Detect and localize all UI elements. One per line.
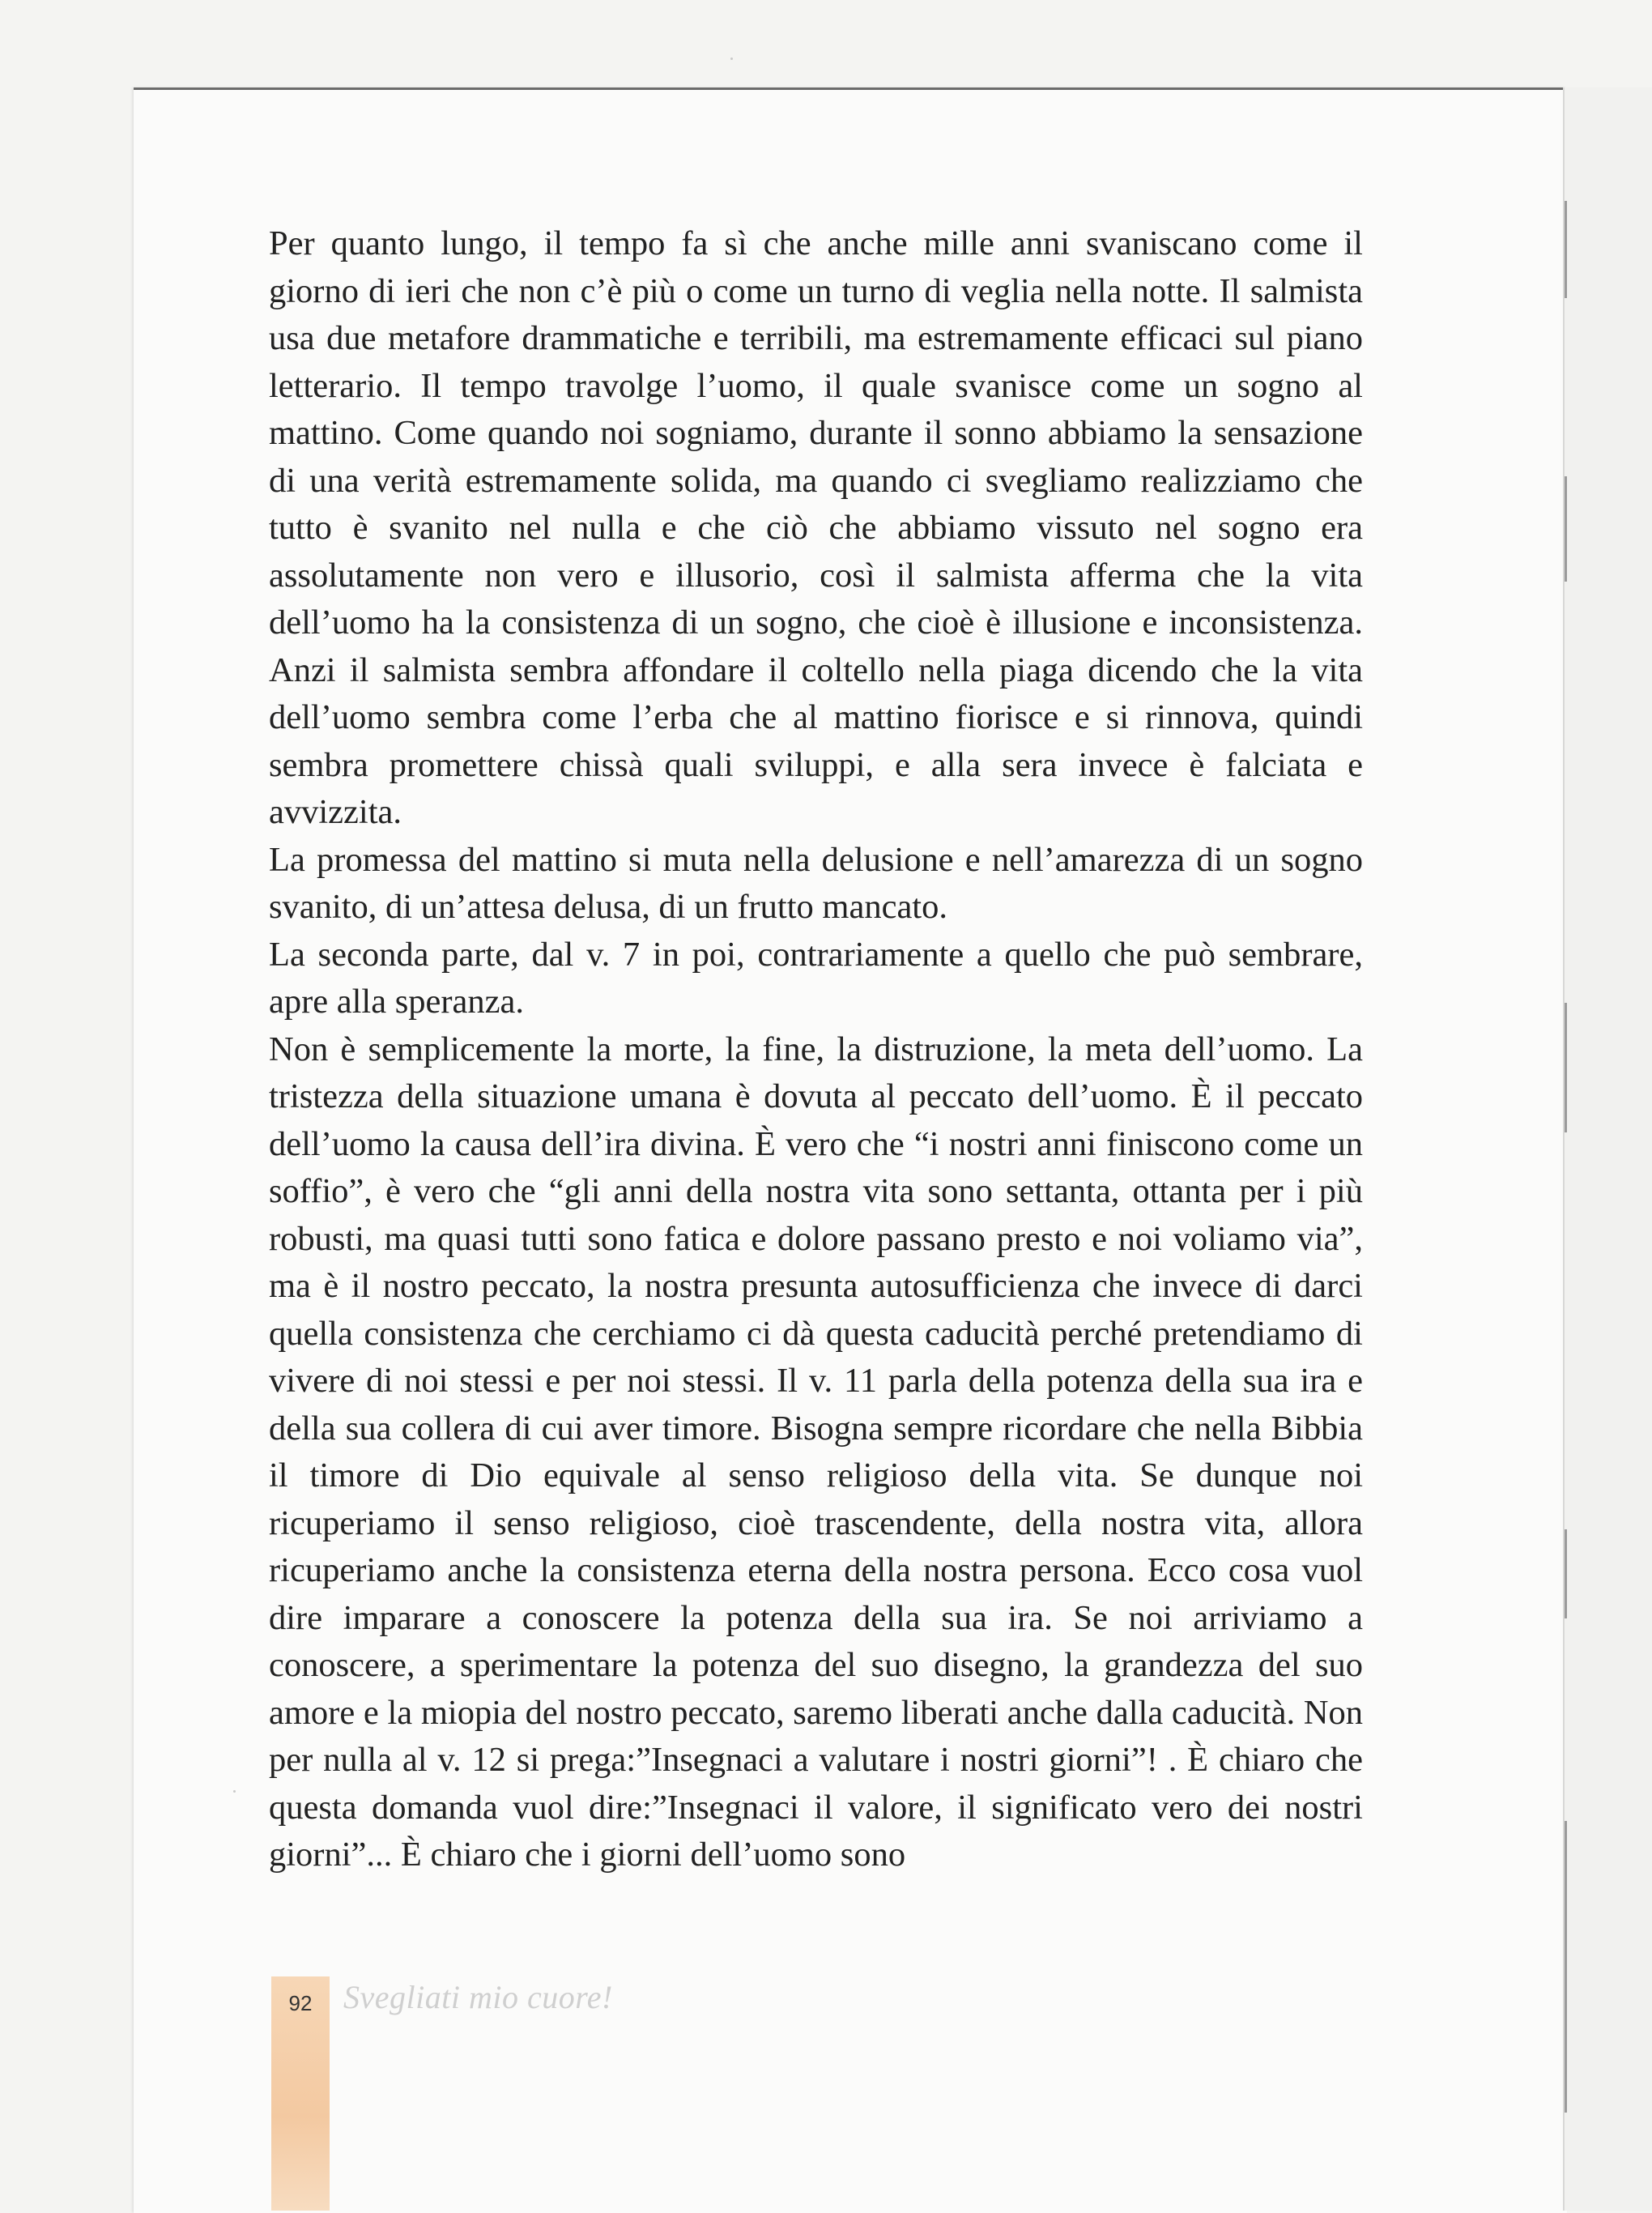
spine-mark xyxy=(1565,476,1567,582)
paragraph: La seconda parte, dal v. 7 in poi, contrariamente a quello che può sembrare, apre alla speranza. xyxy=(269,935,1363,1021)
paragraph: Non è semplicemente la morte, la fine, la distruzione, la meta dell’uomo. La tristezza della situazione umana è dovuta al peccato dell’uomo. È il peccato dell’uomo la causa dell’ira divina. È vero che “i nostri anni finiscono come un soffio”, è vero che “gli anni della nostra vita sono settanta, ottanta per i più robusti, ma quasi tutti sono fatica e dolore passano presto e noi voliamo via”, ma è il nostro peccato, la nostra presunta autosufficienza che invece di darci quella consistenza che cerchiamo ci dà questa caducità perché pretendiamo di vivere di noi stessi e per noi stessi. Il v. 11 parla della potenza della sua ira e della sua collera di cui aver timore. Bisogna sempre ricordare che nella Bibbia il timore di Dio equivale al senso religioso della vita. Se dunque noi ricuperiamo il senso religioso, cioè trascendente, della nostra vita, allora ricuperiamo anche la consistenza eterna della nostra persona. Ecco cosa vuol dire imparare a conoscere la potenza della sua ira. Se noi arriviamo a conoscere, a sperimentare la potenza del suo disegno, la grandezza del suo amore e la miopia del nostro peccato, saremo liberati anche dalla caducità. Non per nulla al v. 12 si prega:”Insegnaci a valutare i nostri giorni”! . È chiaro che questa domanda vuol dire:”Insegnaci il valore, il significato vero dei nostri giorni”... È chiaro che i giorni dell’uomo sono xyxy=(269,1030,1363,1874)
paragraph: La promessa del mattino si muta nella delusione e nell’amarezza di un sogno svanito, di un’attesa delusa, di un frutto mancato. xyxy=(269,840,1363,926)
scan-speck xyxy=(730,58,733,60)
spine-mark xyxy=(1565,201,1567,298)
body-text xyxy=(269,220,1363,1879)
page-number: 92 xyxy=(288,1991,313,2015)
paragraph: Per quanto lungo, il tempo fa sì che anche mille anni svaniscano come il giorno di ieri che non c’è più o come un turno di veglia nella notte. Il salmista usa due metafore drammatiche e terribili, ma estremamente efficaci sul piano letterario. Il tempo travolge l’uomo, il quale svanisce come un sogno al mattino. Come quando noi sogniamo, durante il sonno abbiamo la sensazione di una verità estremamente solida, ma quando ci svegliamo realizziamo che tutto è svanito nel nulla e che ciò che abbiamo vissuto nel sogno era assolutamente non vero e illusorio, così il salmista afferma che la vita dell’uomo ha la consistenza di un sogno, che cioè è illusione e inconsistenza. Anzi il salmista sembra affondare il coltello nella piaga dicendo che la vita dell’uomo sembra come l’erba che al mattino fiorisce e si rinnova, quindi sembra promettere chissà quali sviluppi, e alla sera invece è falciata e avvizzita. xyxy=(269,224,1363,831)
spine-mark xyxy=(1565,1529,1567,1618)
spine-mark xyxy=(1565,1821,1567,2113)
spine-mark xyxy=(1565,1003,1567,1132)
running-title: Svegliati mio cuore! xyxy=(343,1979,613,2015)
scan-speck xyxy=(233,1790,236,1793)
adjacent-page-edge xyxy=(1563,87,1652,2211)
